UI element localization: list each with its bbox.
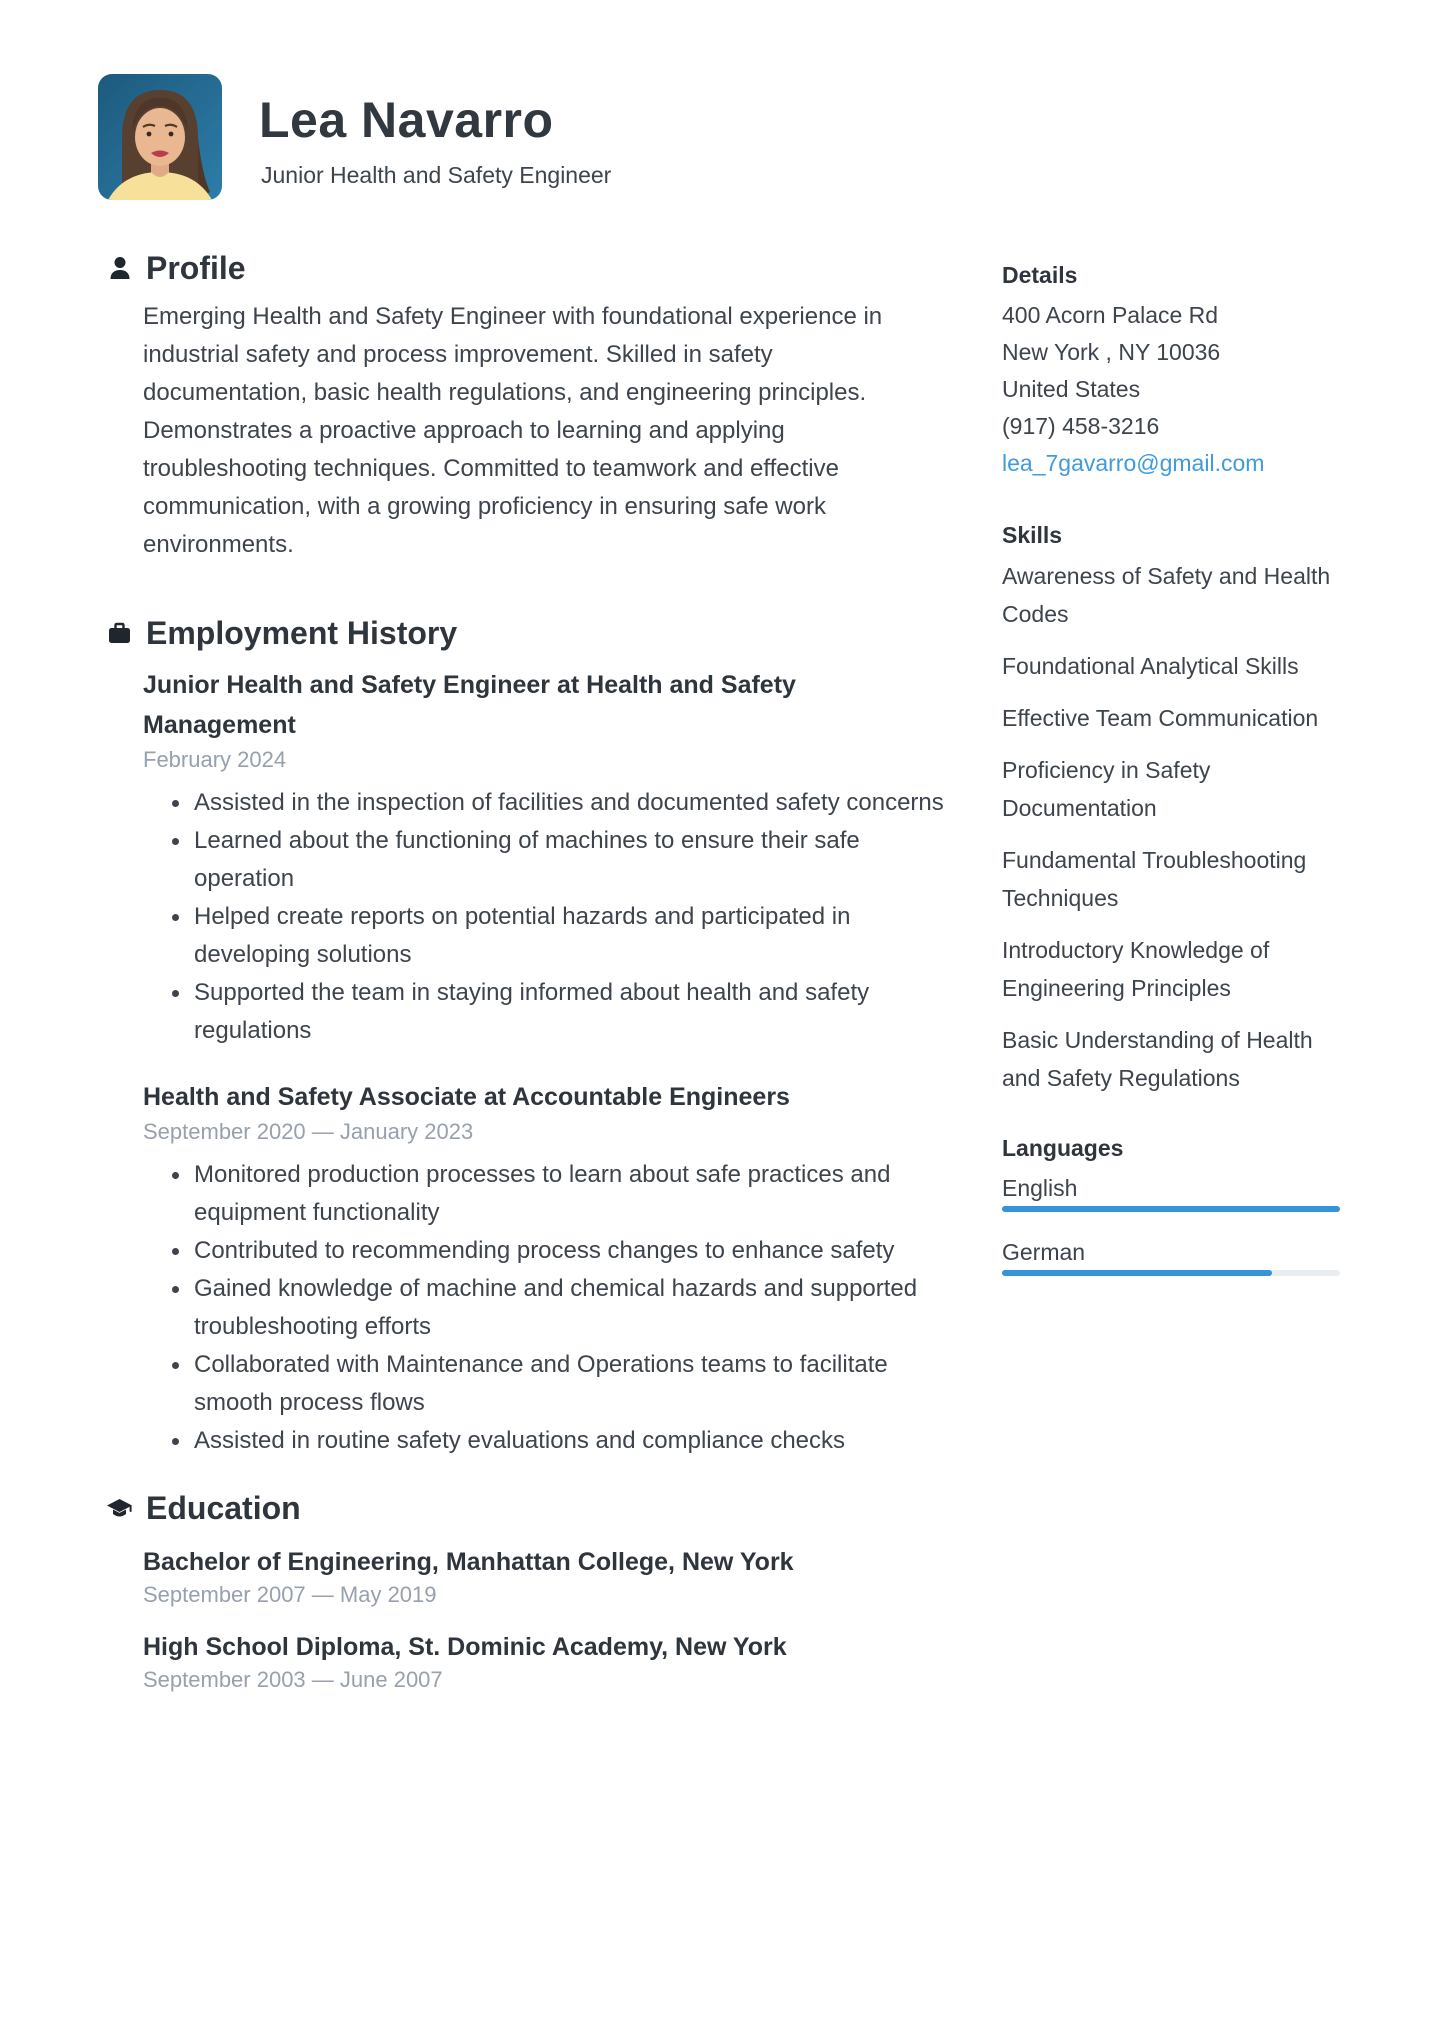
language-name: German — [1002, 1239, 1086, 1265]
briefcase-icon — [106, 620, 133, 647]
skill-item: Effective Team Communication — [1002, 705, 1319, 731]
job-bullet: Helped create reports on potential hazards and participated in developing solutions — [194, 898, 952, 974]
job-entry — [106, 1077, 952, 1460]
language-item — [1002, 1234, 1340, 1276]
education-heading: Education — [146, 1490, 301, 1526]
job-bullet: Supported the team in staying informed about health and safety regulations — [194, 974, 952, 1050]
employment-section — [106, 611, 952, 1460]
language-level-bar — [1002, 1206, 1340, 1212]
details-heading: Details — [1002, 262, 1078, 288]
skill-item: Basic Understanding of Health and Safety Regulations — [1002, 1027, 1313, 1091]
education-title: Bachelor of Engineering, Manhattan College, New York — [143, 1548, 794, 1576]
job-bullet: Assisted in the inspection of facilities and documented safety concerns — [194, 784, 952, 822]
candidate-job-title: Junior Health and Safety Engineer — [261, 162, 612, 188]
skills-heading: Skills — [1002, 522, 1063, 548]
education-title: High School Diploma, St. Dominic Academy, New York — [143, 1633, 787, 1661]
job-date: September 2020 — January 2023 — [143, 1119, 474, 1144]
job-date: February 2024 — [143, 747, 287, 772]
skill-item: Fundamental Troubleshooting Techniques — [1002, 847, 1307, 911]
job-bullet: Assisted in routine safety evaluations and compliance checks — [194, 1422, 952, 1460]
address-line-2: New York , NY 10036 — [1002, 339, 1221, 365]
job-bullet: Monitored production processes to learn about safe practices and equipment functionality — [194, 1156, 952, 1232]
job-bullet: Collaborated with Maintenance and Operations teams to facilitate smooth process flows — [194, 1346, 952, 1422]
education-entry — [143, 1629, 952, 1695]
country: United States — [1002, 376, 1141, 402]
graduation-cap-icon — [106, 1495, 133, 1522]
languages-heading: Languages — [1002, 1135, 1124, 1161]
language-name: English — [1002, 1175, 1078, 1201]
profile-heading: Profile — [146, 250, 246, 286]
profile-photo — [98, 74, 222, 200]
language-level-bar — [1002, 1270, 1272, 1276]
education-entry — [143, 1544, 952, 1610]
skill-item: Introductory Knowledge of Engineering Principles — [1002, 937, 1270, 1001]
education-date: September 2007 — May 2019 — [143, 1582, 437, 1607]
job-entry — [106, 665, 952, 1050]
job-bullet: Learned about the functioning of machines to ensure their safe operation — [194, 822, 952, 898]
candidate-name: Lea Navarro — [259, 92, 554, 148]
job-bullet-list — [106, 1156, 952, 1460]
language-item — [1002, 1170, 1340, 1212]
job-bullet: Contributed to recommending process changes to enhance safety — [194, 1232, 952, 1270]
person-icon — [106, 255, 133, 282]
job-bullet-list — [106, 784, 952, 1050]
sidebar-column — [1002, 260, 1340, 1276]
phone-number: (917) 458-3216 — [1002, 413, 1160, 439]
language-level-track — [1002, 1270, 1340, 1276]
skill-item: Proficiency in Safety Documentation — [1002, 757, 1211, 821]
job-title: Junior Health and Safety Engineer at Health and Safety Management — [143, 671, 796, 739]
profile-section-header — [106, 246, 952, 290]
employment-heading: Employment History — [146, 615, 458, 651]
education-date: September 2003 — June 2007 — [143, 1667, 443, 1692]
skill-item: Awareness of Safety and Health Codes — [1002, 563, 1331, 627]
email-link[interactable]: lea_7gavarro@gmail.com — [1002, 450, 1265, 476]
employment-section-header — [106, 611, 952, 655]
profile-summary: Emerging Health and Safety Engineer with foundational experience in industrial safety and process improvement. Skilled in safety documentation, basic health regulations, and engineering principles. Demonstrates a proactive approach to learning and applying troubleshooting techniques. Committed to teamwork and effective communication, with a growing proficiency in ensuring safe work environments. — [143, 303, 883, 558]
job-bullet: Gained knowledge of machine and chemical hazards and supported troubleshooting efforts — [194, 1270, 952, 1346]
language-level-track — [1002, 1206, 1340, 1212]
main-column — [106, 246, 952, 1695]
profile-section — [106, 246, 952, 564]
portrait-illustration — [98, 74, 222, 200]
skill-item: Foundational Analytical Skills — [1002, 653, 1299, 679]
education-section — [106, 1486, 952, 1695]
job-title: Health and Safety Associate at Accountable Engineers — [143, 1083, 790, 1111]
education-section-header — [106, 1486, 952, 1530]
address-line-1: 400 Acorn Palace Rd — [1002, 302, 1219, 328]
